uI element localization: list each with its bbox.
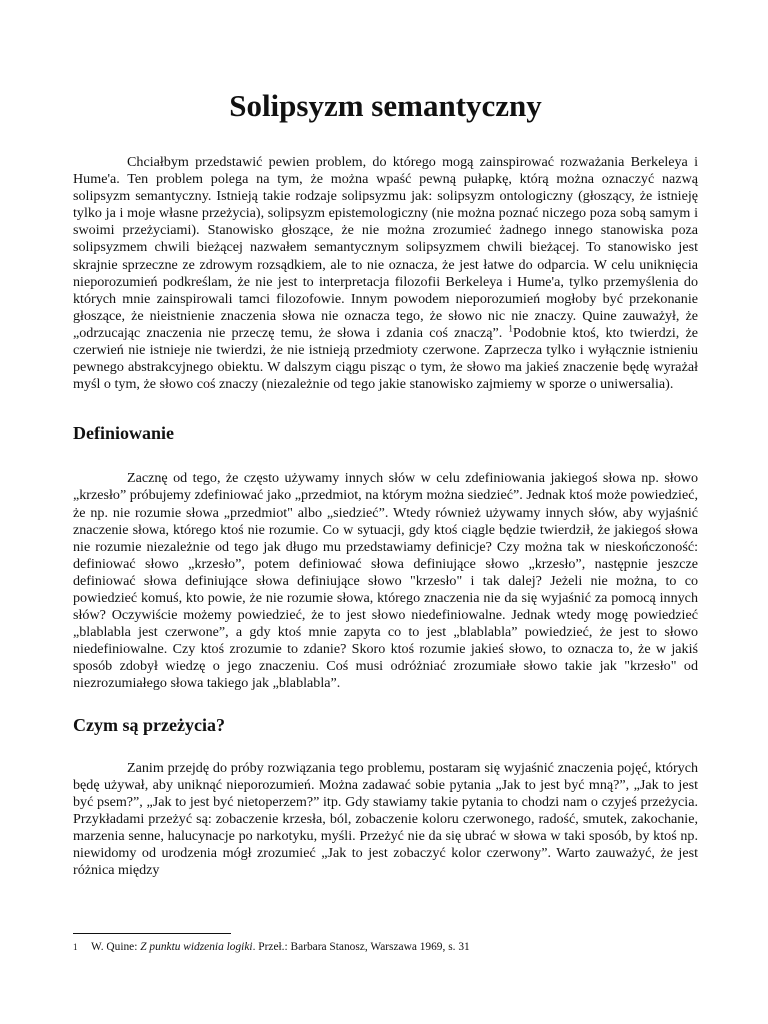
section-paragraph-przezycia: Zanim przejdę do próby rozwiązania tego problemu, postaram się wyjaśnić znaczenia pojęć, których będę używał, aby uniknąć nieporozumień. Można zadawać sobie pytania „Jak to jest być mną?”, „Jak to jest być psem?”, „Jak to jest być nietoperzem?” itp. Gdy stawiamy takie pytania to chodzi nam o czyjeś przeżycia. Przykładami przeżyć są: zobaczenie krzesła, ból, zobaczenie koloru czerwonego, radość, smutek, zakochanie, marzenia senne, halucynacje po narkotyku, myśli. Przeżyć nie da się ubrać w słowa w taki sposób, by ktoś np. niewidomy od urodzenia mógł zrozumieć „Jak to jest zobaczyć kolor czerwony”. Warto zauważyć, że jest różnica między [73,759,698,879]
document-title: Solipsyzm semantyczny [229,88,542,123]
footnote-details: . Przeł.: Barbara Stanosz, Warszawa 1969, s. 31 [252,941,470,953]
section-heading-definiowanie: Definiowanie [73,423,174,444]
intro-text-part2: Podobnie ktoś, kto twierdzi, że czerwień nie istnieje nie twierdzi, że nie istnieją przedmioty czerwone. Zaprzecza tylko i wyłącznie istnieniu pewnego abstrakcyjnego obiektu. W dalszym ciągu pisząc o tym, że słowo ma jakieś znaczenie będę wyrażał myśl o tym, że słowo coś znaczy (niezależnie od tego jakie stanowisko zajmiemy w sporze o uniwersalia). [73,324,698,393]
footnote [73,940,698,954]
section-paragraph-definiowanie: Zacznę od tego, że często używamy innych słów w celu zdefiniowania jakiegoś słowa np. słowo „krzesło” próbujemy zdefiniować jako „przedmiot, na którym można siedzieć”. Jednak ktoś może powiedzieć, że np. nie rozumie słowa „przedmiot" albo „siedzieć”. Wtedy również używamy innych słów, aby wyjaśnić znaczenie słowa, którego ktoś nie rozumie. Co w sytuacji, gdy ktoś ciągle będzie twierdził, że jakiegoś słowa nie rozumie niezależnie od tego jak długo mu przedstawiamy definicje? Czy można tak w nieskończoność: definiować słowo „krzesło”, potem definiować słowa definiujące słowo „krzesło”, następnie jeszcze definiować słowa definiujące słowa definiujące słowo "krzesło" i tak dalej? Jeżeli nie można, to co powiedzieć komuś, kto powie, że nie rozumie słowa, którego znaczenia nie da się wyjaśnić za pomocą innych słów? Oczywiście możemy powiedzieć, że to jest słowo niedefiniowalne. Jednak wtedy mogę powiedzieć „blablabla jest czerwone”, a gdy ktoś mnie zapyta co to jest „blablabla” powiedzieć, że jest to słowo niedefiniowalne. Czy ktoś zrozumie to zdanie? Skoro ktoś rozumie jakieś słowo, to oznacza to, że w jakiś sposób zdobył wiedzę o jego znaczeniu. Coś musi odróżniać zrozumiałe słowo takie jak "krzesło" od niezrozumiałego słowa takiego jak „blablabla”. [73,470,698,692]
section-heading-przezycia: Czym są przeżycia? [73,714,225,735]
footnote-author: W. Quine: [91,941,141,953]
footnote-separator [73,933,231,934]
intro-text-part1: Chciałbym przedstawić pewien problem, do którego mogą zainspirować rozważania Berkeleya i Hume'a. Ten problem polega na tym, że można wpaść pewną pułapkę, którą można oznaczyć nazwą solipsyzm semantyczny. Istnieją takie rodzaje solipsyzmu jak: solipsyzm ontologiczny (głoszący, że istnieję tylko ja i moje własne przeżycia), solipsyzm epistemologiczny (nie można poznać niczego poza sobą samym i swoimi przeżyciami). Stanowisko głoszące, że nie można zrozumieć żadnego innego stanowiska poza solipsyzmem chwili bieżącej nazwałem semantycznym solipsyzmem chwili bieżącej. To stanowisko jest skrajnie sprzeczne ze zdrowym rozsądkiem, ale to nie oznacza, że jest łatwe do odparcia. W celu uniknięcia nieporozumień podkreślam, że nie jest to interpretacja filozofii Berkeleya i Hume'a, tylko przemyślenia do których mnie zainspirowali tamci filozofowie. Innym powodem nieporozumień mogłoby być przekonanie głoszące, że nieistnienie znaczenia słowa nie oznacza tego, że słowo nic nie znaczy. Quine zauważył, że „odrzucając znaczenia nie przeczę temu, że słowa i zdania coś znaczą”. [73,154,698,341]
footnote-book-title: Z punktu widzenia logiki [140,941,253,953]
intro-paragraph [73,154,698,393]
footnote-reference[interactable]: 1 [508,323,513,334]
footnote-marker: 1 [73,942,78,952]
document-body [73,88,698,879]
